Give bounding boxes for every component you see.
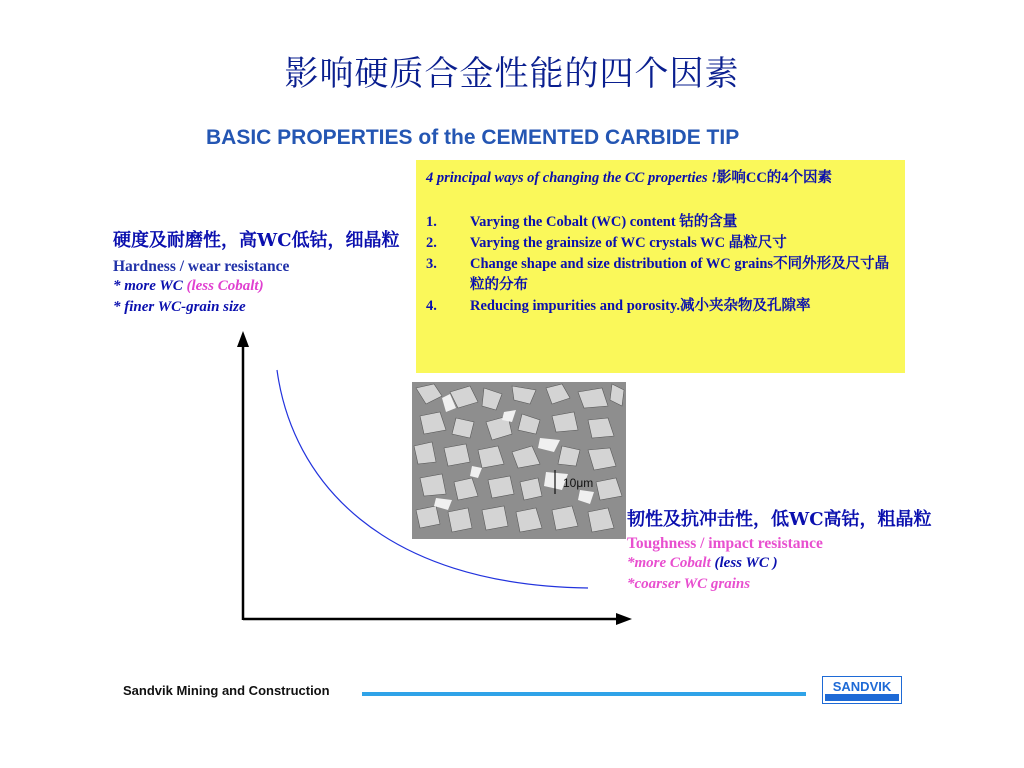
sandvik-logo-text: SANDVIK <box>832 679 892 694</box>
factors-heading-en: 4 principal ways of changing the CC properties ! <box>426 170 717 186</box>
factor-text: Change shape and size distribution of WC grains不同外形及尺寸晶粒的分布 <box>470 256 890 293</box>
factor-number: 3. <box>426 256 437 272</box>
x-axis-arrowhead <box>616 613 632 625</box>
hardness-point-1-text: * more WC <box>113 278 187 294</box>
y-axis-arrowhead <box>237 331 249 347</box>
hardness-label-cn: 硬度及耐磨性，高WC低钴，细晶粒 <box>113 230 400 251</box>
toughness-label-en: Toughness / impact resistance <box>627 535 823 552</box>
slide-subtitle: BASIC PROPERTIES of the CEMENTED CARBIDE TIP <box>206 126 740 149</box>
factor-text: Varying the Cobalt (WC) content 钴的含量 <box>470 214 738 230</box>
scale-bar-label: 10μm <box>563 476 594 490</box>
slide-title: 影响硬质合金性能的四个因素 <box>284 54 740 94</box>
hardness-label-en: Hardness / wear resistance <box>113 258 290 275</box>
footer-company: Sandvik Mining and Construction <box>123 683 330 698</box>
footer-divider <box>362 692 806 696</box>
sandvik-logo-bar <box>825 694 899 701</box>
factor-number: 4. <box>426 298 437 314</box>
hardness-point-1-note: (less Cobalt) <box>186 278 264 294</box>
factor-text: Varying the grainsize of WC crystals WC 晶粒尺寸 <box>470 235 787 251</box>
factor-text: Reducing impurities and porosity.减小夹杂物及孔隙率 <box>470 298 811 314</box>
factor-number: 2. <box>426 235 437 251</box>
sandvik-logo <box>822 676 902 704</box>
factors-heading-cn: 影响CC的4个因素 <box>716 170 833 186</box>
tradeoff-curve <box>277 370 588 588</box>
toughness-label-cn: 韧性及抗冲击性，低WC高钴，粗晶粒 <box>627 509 932 530</box>
hardness-point-2: * finer WC-grain size <box>113 299 246 315</box>
toughness-point-1-note: (less WC ) <box>714 555 778 571</box>
toughness-point-1-text: *more Cobalt <box>627 555 715 571</box>
factor-number: 1. <box>426 214 437 230</box>
toughness-point-1 <box>627 553 957 574</box>
toughness-label <box>627 506 957 595</box>
toughness-point-2: *coarser WC grains <box>627 576 751 592</box>
